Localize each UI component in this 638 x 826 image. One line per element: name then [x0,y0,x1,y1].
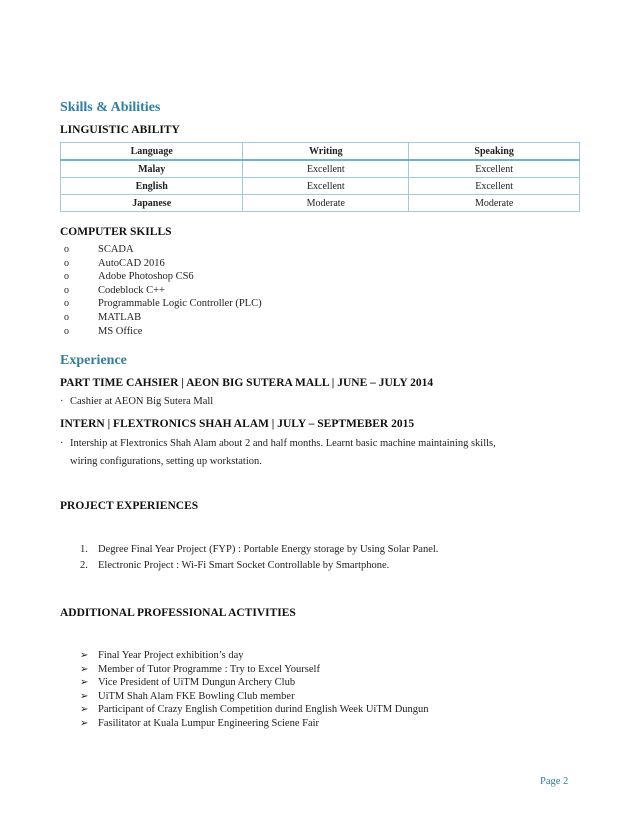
list-item: ➢ Vice President of UiTM Dungun Archery Club [80,677,296,689]
list-item: o AutoCAD 2016 [64,257,165,269]
dot-bullet-icon: · [60,438,64,449]
dot-bullet-icon: · [60,396,64,407]
job-description-line: wiring configurations, setting up workstation. [70,456,262,467]
table-cell: Malay [61,160,243,178]
table-cell: Japanese [61,195,243,212]
circle-bullet-icon: o [64,298,69,310]
circle-bullet-icon: o [64,284,69,296]
list-number: 1. [80,544,88,555]
table-cell: Excellent [243,160,409,178]
job-title: PART TIME CAHSIER | AEON BIG SUTERA MALL | JUNE – JULY 2014 [60,377,434,389]
computer-skills-list [64,243,464,338]
table-header-row [61,143,580,161]
table-row [61,178,580,195]
job-title: INTERN | FLEXTRONICS SHAH ALAM | JULY – SEPTMEBER 2015 [60,418,415,430]
activities-list [80,649,560,731]
list-item: o Programmable Logic Controller (PLC) [64,298,262,310]
table-cell: Moderate [243,195,409,212]
project-list [80,543,560,575]
page-number: Page 2 [540,776,569,787]
list-item: 1. Degree Final Year Project (FYP) : Portable Energy storage by Using Solar Panel. [80,544,439,555]
table-cell: English [61,178,243,195]
table-cell: Moderate [409,195,580,212]
computer-skills-heading: COMPUTER SKILLS [60,226,172,238]
arrow-bullet-icon: ➢ [80,650,89,661]
table-row [61,160,580,178]
table-row [61,195,580,212]
list-item: ➢ UiTM Shah Alam FKE Bowling Club member [80,690,295,702]
linguistic-ability-heading: LINGUISTIC ABILITY [60,124,180,136]
list-item: o MATLAB [64,311,142,323]
list-item: o Codeblock C++ [64,284,165,296]
table-cell: Excellent [409,160,580,178]
list-number: 2. [80,560,88,571]
list-item: ➢ Participant of Crazy English Competition durind English Week UiTM Dungun [80,704,429,716]
list-item: ➢ Fasilitator at Kuala Lumpur Engineering Sciene Fair [80,717,320,729]
section-heading-experience: Experience [60,353,127,368]
arrow-bullet-icon: ➢ [80,704,89,716]
table-header-cell: Writing [243,143,409,161]
table-cell: Excellent [243,178,409,195]
list-item: o MS Office [64,325,143,337]
job-description-line: Intership at Flextronics Shah Alam about 2 and half months. Learnt basic machine maintaining skills, [70,438,496,449]
job-description-line: Cashier at AEON Big Sutera Mall [70,396,214,407]
table-header-cell: Language [61,143,243,161]
list-item: ➢ Final Year Project exhibition’s day [80,650,244,661]
table-header-cell: Speaking [409,143,580,161]
list-item: ➢ Member of Tutor Programme : Try to Excel Yourself [80,663,320,675]
arrow-bullet-icon: ➢ [80,690,89,702]
table-cell: Excellent [409,178,580,195]
circle-bullet-icon: o [64,257,69,269]
list-item: o SCADA [64,244,134,255]
circle-bullet-icon: o [64,271,69,283]
circle-bullet-icon: o [64,244,69,255]
language-table [60,142,580,212]
list-item: o Adobe Photoshop CS6 [64,271,194,283]
circle-bullet-icon: o [64,311,69,323]
list-item: 2. Electronic Project : Wi-Fi Smart Socket Controllable by Smartphone. [80,560,390,571]
project-experiences-heading: PROJECT EXPERIENCES [60,500,199,512]
arrow-bullet-icon: ➢ [80,663,89,675]
arrow-bullet-icon: ➢ [80,677,89,689]
circle-bullet-icon: o [64,325,69,337]
section-heading-skills: Skills & Abilities [60,100,161,115]
arrow-bullet-icon: ➢ [80,717,89,729]
activities-heading: ADDITIONAL PROFESSIONAL ACTIVITIES [60,607,296,619]
